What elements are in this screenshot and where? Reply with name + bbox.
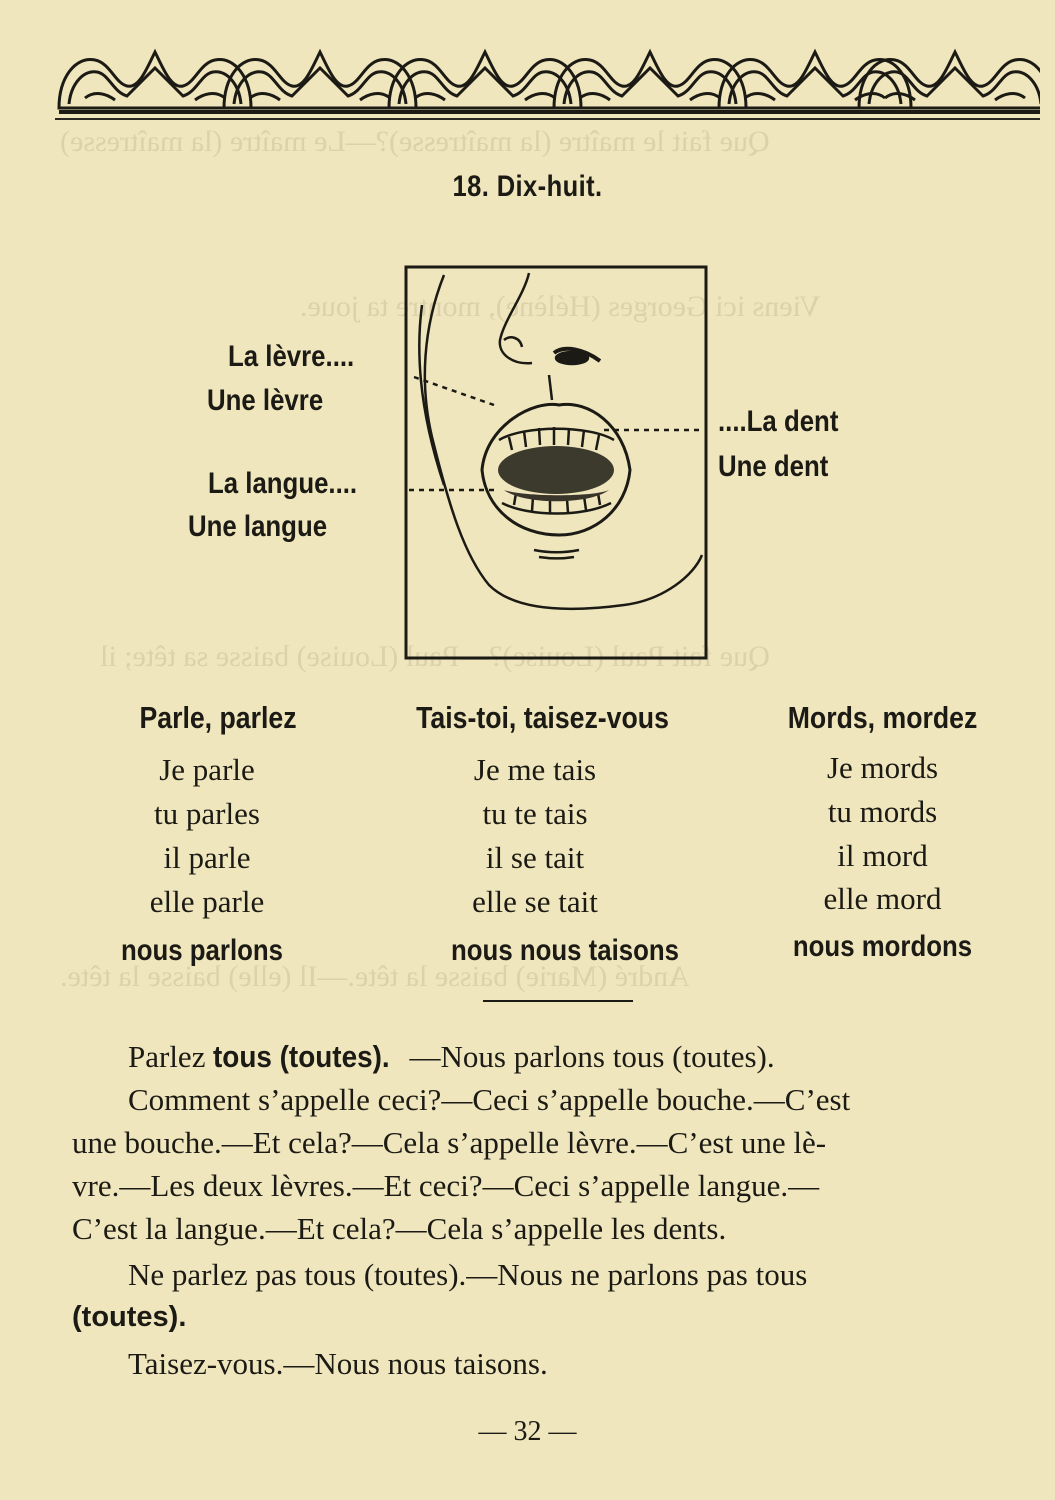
section-divider — [483, 1000, 633, 1002]
bleed-through-text: André (Marie) baisse la tête.—Il (elle) baisse la tête. — [60, 960, 690, 993]
label-une-langue: Une langue — [188, 510, 328, 543]
column-heading-taire: Tais-toi, taisez-vous — [416, 700, 669, 735]
label-la-levre: La lèvre.... — [228, 340, 355, 373]
conj-taire-nous: nous nous taisons — [451, 934, 679, 967]
text-line-4: vre.—Les deux lèvres.—Et ceci?—Ceci s’appelle langue.— — [72, 1168, 820, 1203]
label-une-levre: Une lèvre — [207, 384, 324, 417]
conj-parler-il: il parle — [163, 840, 251, 875]
conj-taire-elle: elle se tait — [472, 884, 598, 919]
mouth-illustration-icon — [404, 265, 708, 660]
conj-mordre-je: Je mords — [826, 750, 939, 785]
text-line-7: (toutes). — [72, 1301, 187, 1333]
text-line-8: Taisez-vous.—Nous nous taisons. — [128, 1346, 548, 1381]
text-nous-parlons: —Nous parlons tous (toutes). — [409, 1039, 775, 1074]
label-la-dent: ....La dent — [718, 405, 839, 438]
label-une-dent: Une dent — [718, 450, 829, 483]
text-line-1 — [128, 1035, 1055, 1078]
text-line-6: Ne parlez pas tous (toutes).—Nous ne parlons pas tous — [128, 1257, 808, 1292]
conj-parler-elle: elle parle — [149, 884, 265, 919]
header-rule — [55, 118, 1040, 120]
section-title: 18. Dix-huit. — [452, 170, 603, 203]
conj-mordre-il: il mord — [837, 838, 928, 873]
bleed-through-text: Que fait Paul (Louise)?—Paul (Louise) baisse sa tête; il — [100, 640, 770, 673]
text-line-5: C’est la langue.—Et cela?—Cela s’appelle les dents. — [72, 1211, 727, 1246]
bleed-through-text: Que fait le maître (la maîtresse)?—Le maître (la maîtresse) — [60, 125, 770, 158]
conj-mordre-nous: nous mordons — [792, 930, 973, 963]
conj-parler-nous: nous parlons — [120, 934, 283, 967]
conj-parler-je: Je parle — [159, 752, 255, 787]
label-la-langue: La langue.... — [208, 467, 358, 500]
column-heading-parler: Parle, parlez — [139, 700, 297, 735]
column-heading-mordre: Mords, mordez — [787, 700, 978, 735]
page-number: — 32 — — [478, 1416, 577, 1447]
conj-taire-tu: tu te tais — [482, 796, 588, 831]
conj-mordre-elle: elle mord — [823, 881, 942, 916]
ornamental-header-icon — [55, 38, 1040, 120]
conj-taire-je: Je me tais — [473, 752, 597, 787]
text-parlez: Parlez — [128, 1039, 214, 1074]
text-tous-toutes-bold: tous (toutes). — [213, 1039, 390, 1074]
bleed-through-text: Viens ici Georges (Hélène), montre ta joue. — [300, 290, 821, 323]
conj-parler-tu: tu parles — [154, 796, 260, 831]
text-line-3: une bouche.—Et cela?—Cela s’appelle lèvre.—C’est une lè- — [72, 1125, 827, 1160]
conj-taire-il: il se tait — [485, 840, 585, 875]
conj-mordre-tu: tu mords — [827, 794, 938, 829]
text-line-2: Comment s’appelle ceci?—Ceci s’appelle bouche.—C’est — [128, 1082, 851, 1117]
